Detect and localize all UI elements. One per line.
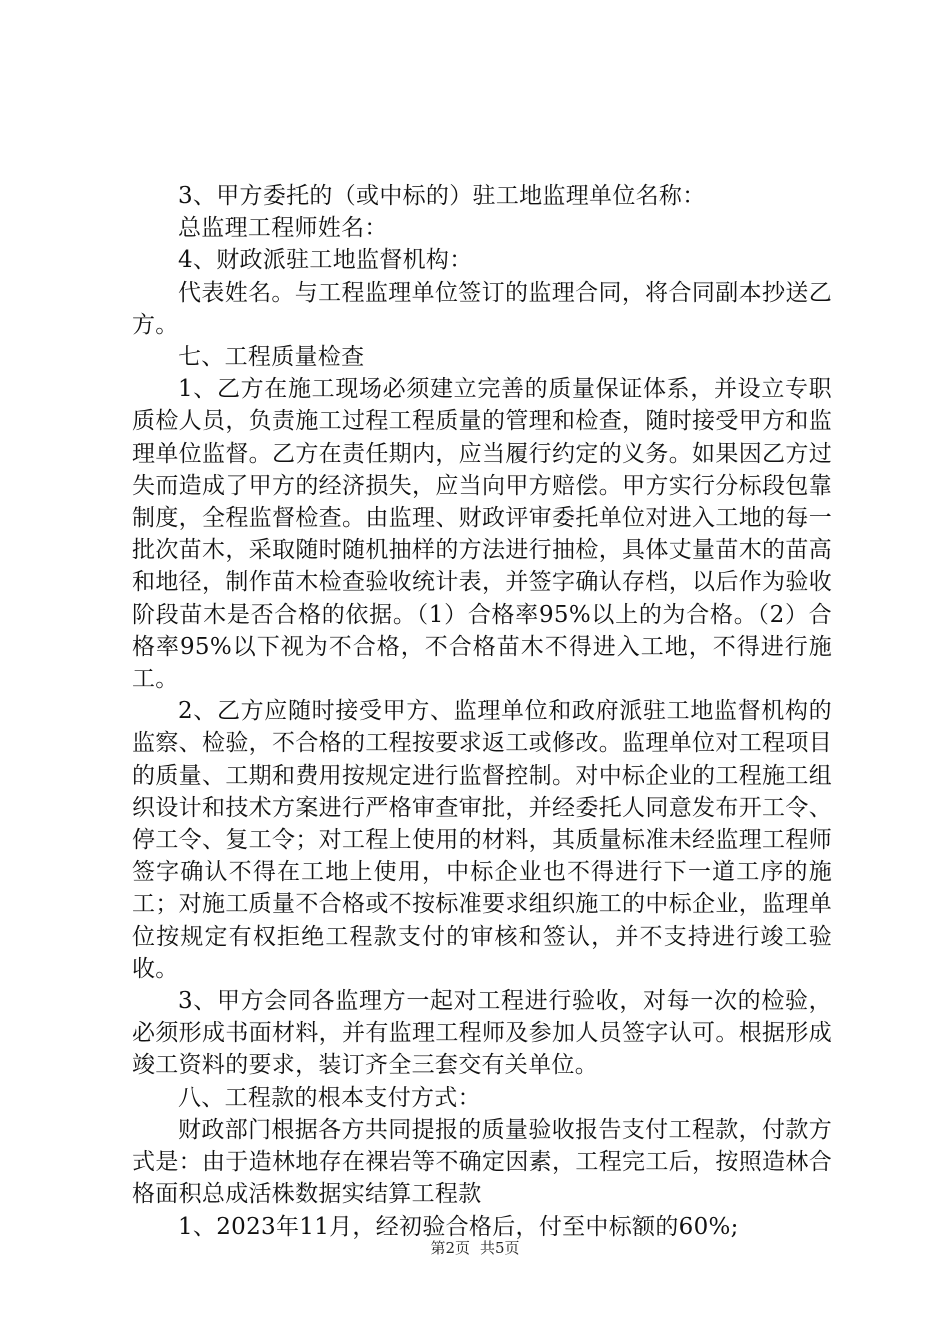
paragraph-payment-method: 财政部门根据各方共同提报的质量验收报告支付工程款，付款方式是：由于造林地存在裸岩等不确定因素，工程完工后，按照造林合格面积总成活株数据实结算工程款 (132, 1116, 832, 1208)
page-number: 第2页 (430, 1239, 470, 1257)
page-total: 共5页 (480, 1239, 520, 1257)
paragraph-representative: 代表姓名。与工程监理单位签订的监理合同，将合同副本抄送乙方。 (132, 279, 832, 338)
paragraph-finance-agency: 4、财政派驻工地监督机构： (178, 247, 473, 274)
section-heading-payment: 八、工程款的根本支付方式： (178, 1084, 481, 1111)
page-footer (0, 1237, 950, 1258)
paragraph-chief-engineer: 总监理工程师姓名： (178, 215, 388, 242)
paragraph-quality-clause-2: 2、乙方应随时接受甲方、监理单位和政府派驻工地监督机构的监察、检验，不合格的工程按要求返工或修改。监理单位对工程项目的质量、工期和费用按规定进行监督控制。对中标企业的工程施工组织设计和技术方案进行严格审查审批，并经委托人同意发布开工令、停工令、复工令；对工程上使用的材料，其质量标准未经监理工程师签字确认不得在工地上使用，中标企业也不得进行下一道工序的施工；对施工质量不合格或不按标准要求组织施工的中标企业，监理单位按规定有权拒绝工程款支付的审核和签认，并不支持进行竣工验收。 (132, 698, 832, 982)
paragraph-payment-clause-1: 1、2023年11月，经初验合格后，付至中标额的60%; (178, 1213, 739, 1240)
document-body (132, 180, 832, 1243)
section-heading-quality-inspection: 七、工程质量检查 (178, 344, 365, 371)
paragraph-quality-clause-3: 3、甲方会同各监理方一起对工程进行验收，对每一次的检验，必须形成书面材料，并有监理工程师及参加人员签字认可。根据形成竣工资料的要求，装订齐全三套交有关单位。 (132, 988, 832, 1079)
paragraph-supervisor-unit: 3、甲方委托的（或中标的）驻工地监理单位名称： (178, 183, 706, 209)
paragraph-quality-clause-1: 1、乙方在施工现场必须建立完善的质量保证体系，并设立专职质检人员，负责施工过程工程质量的管理和检查，随时接受甲方和监理单位监督。乙方在责任期内，应当履行约定的义务。如果因乙方过失而造成了甲方的经济损失，应当向甲方赔偿。甲方实行分标段包靠制度，全程监督检查。由监理、财政评审委托单位对进入工地的每一批次苗木，采取随时随机抽样的方法进行抽检，具体丈量苗木的苗高和地径，制作苗木检查验收统计表，并签字确认存档，以后作为验收阶段苗木是否合格的依据。（1）合格率95%以上的为合格。（2）合格率95%以下视为不合格，不合格苗木不得进入工地，不得进行施工。 (132, 376, 832, 693)
